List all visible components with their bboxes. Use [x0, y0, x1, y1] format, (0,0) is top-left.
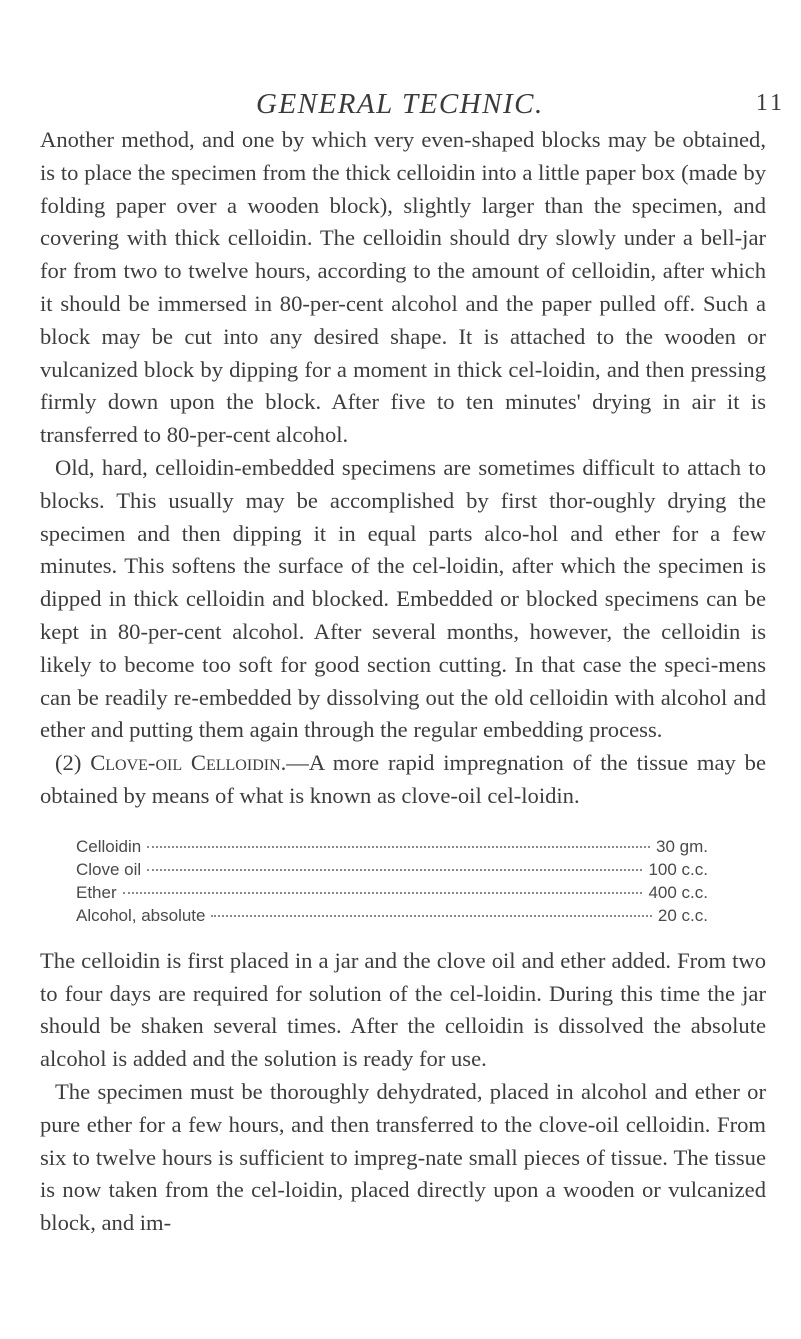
dot-leader [211, 915, 651, 917]
dot-leader [123, 892, 643, 894]
formula-amount: 30 gm. [656, 836, 708, 856]
formula-row [76, 904, 708, 927]
formula-row [76, 881, 708, 904]
page-number: 11 [755, 90, 785, 116]
paragraph-celloidin-first-placed: The celloidin is first placed in a jar and the clove oil and ether added. From two to four days are required for solution of the cel-loidin. During this time the jar should be shaken several times. After the celloidin is dissolved the absolute alcohol is added and the solution is ready for use. [40, 947, 766, 1072]
formula-amount: 400 c.c. [648, 882, 708, 902]
formula-row [76, 835, 708, 858]
formula-ingredient: Celloidin [76, 836, 142, 856]
running-title: GENERAL TECHNIC. [256, 88, 544, 120]
formula-row [76, 858, 708, 881]
formula-ingredient: Alcohol, absolute [76, 905, 206, 925]
formula-ingredient: Clove oil [76, 859, 142, 879]
section-heading: Clove-oil Celloidin. [90, 750, 287, 776]
formula-table [76, 835, 708, 927]
formula-amount: 100 c.c. [648, 859, 708, 879]
dot-leader [147, 846, 650, 848]
paragraph-clove-oil-celloidin [40, 747, 766, 813]
paragraph-specimen-dehydrated: The specimen must be thoroughly dehydrated, placed in alcohol and ether or pure ether for a few hours, and then transferred to the clove-oil celloidin. From six to twelve hours is sufficient to impreg-nate small pieces of tissue. The tissue is now taken from the cel-loidin, placed directly upon a wooden or vulcanized block, and im- [40, 1078, 766, 1236]
formula-amount: 20 c.c. [657, 905, 708, 925]
formula-ingredient: Ether [76, 882, 117, 902]
section-number: (2) [55, 750, 82, 776]
section-body: —A more rapid impregnation of the tissue may be obtained by means of what is known as clove-oil cel-loidin. [40, 750, 766, 808]
running-head [0, 88, 801, 124]
body-text [40, 124, 766, 1240]
dot-leader [147, 869, 642, 871]
paragraph-another-method: Another method, and one by which very even-shaped blocks may be obtained, is to place the specimen from the thick celloidin into a little paper box (made by folding paper over a wooden block), slightly larger than the specimen, and covering with thick celloidin. The celloidin should dry slowly under a bell-jar for from two to twelve hours, according to the amount of celloidin, after which it should be immersed in 80-per-cent alcohol and the paper pulled off. Such a block may be cut into any desired shape. It is attached to the wooden or vulcanized block by dipping for a moment in thick cel-loidin, and then pressing firmly down upon the block. After five to ten minutes' drying in air it is transferred to 80-per-cent alcohol. [40, 127, 766, 448]
paragraph-old-specimens: Old, hard, celloidin-embedded specimens are sometimes difficult to attach to blocks. This usually may be accomplished by first thor-oughly drying the specimen and then dipping it in equal parts alco-hol and ether for a few minutes. This softens the surface of the cel-loidin, after which the specimen is dipped in thick celloidin and blocked. Embedded or blocked specimens can be kept in 80-per-cent alcohol. After several months, however, the celloidin is likely to become too soft for good section cutting. In that case the speci-mens can be readily re-embedded by dissolving out the old celloidin with alcohol and ether and putting them again through the regular embedding process. [40, 454, 766, 743]
